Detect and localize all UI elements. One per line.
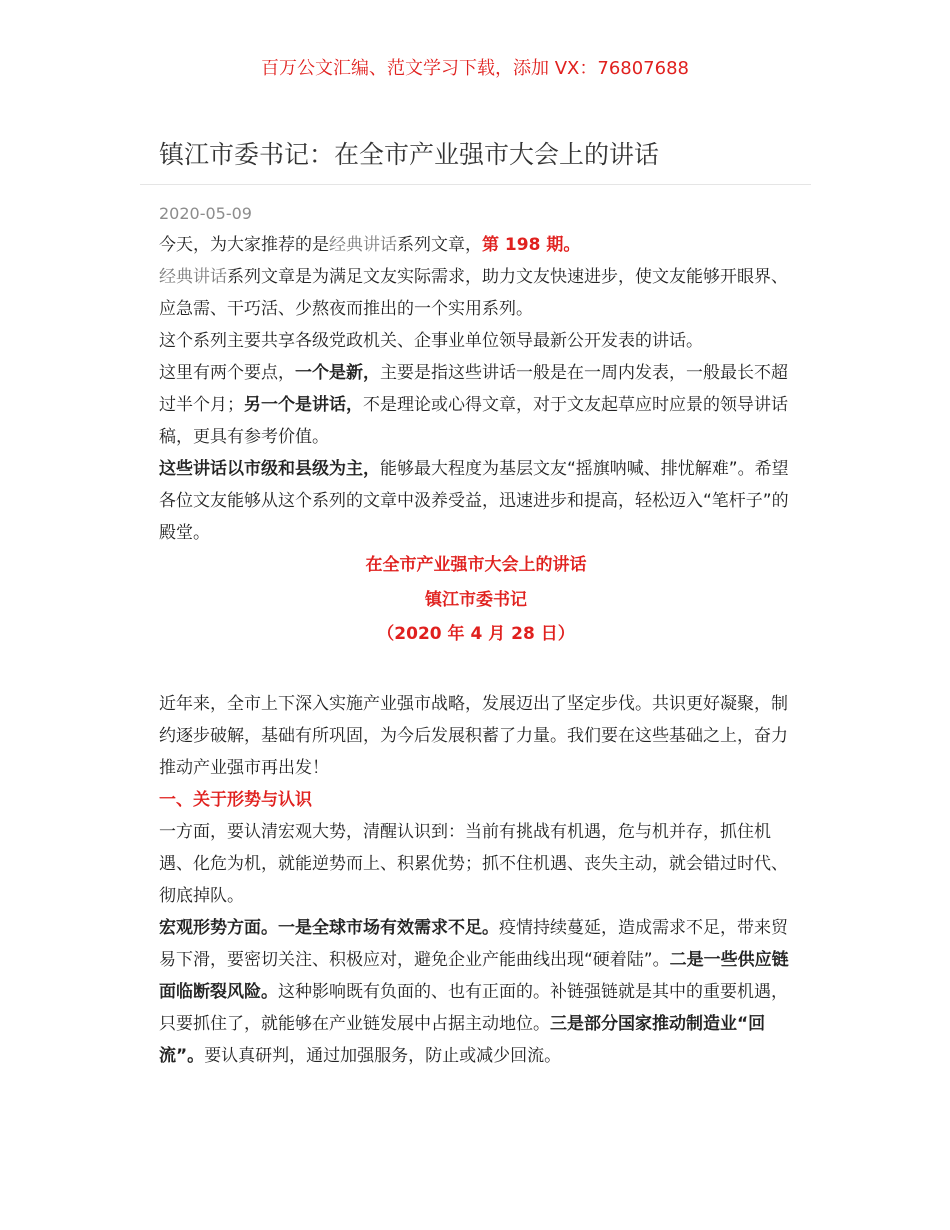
intro-bold: 一个是新， (295, 363, 380, 383)
speech-paragraph-2: 一方面，要认清宏观大势，清醒认识到：当前有挑战有机遇，危与机并存，抓住机遇、化危为机，就能逆势而上、积累优势；抓不住机遇、丧失主动，就会错过时代、彻底掉队。 (159, 822, 788, 906)
intro-bold: 另一个是讲话， (244, 395, 363, 415)
speech-body (159, 688, 793, 1072)
issue-number: 第 198 期。 (482, 235, 581, 255)
speech-text: 疫情持续蔓延，造成需求不足，带来贸易下滑，要密切关注、积极应对，避免企业产能曲线出现“硬着陆”。 (159, 918, 788, 970)
speech-bold: 三是部分国家推动制造业“回流”。 (159, 1014, 766, 1066)
series-name: 经典讲话 (329, 235, 397, 255)
speech-bold: 二是一些供应链面临断裂风险。 (159, 950, 789, 1002)
intro-text: 能够最大程度为基层文友“摇旗呐喊、排忧解难”。希望各位文友能够从这个系列的文章中汲养受益，迅速进步和提高，轻松迈入“笔杆子”的殿堂。 (159, 459, 789, 543)
intro-paragraph-3: 这个系列主要共享各级党政机关、企事业单位领导最新公开发表的讲话。 (159, 331, 703, 351)
intro-text: 系列文章， (397, 235, 482, 255)
intro-text: 不是理论或心得文章，对于文友起草应时应景的领导讲话稿，更具有参考价值。 (159, 395, 788, 447)
speech-text: 要认真研判，通过加强服务，防止或减少回流。 (204, 1046, 562, 1066)
title-divider (140, 184, 811, 185)
article-title: 镇江市委书记：在全市产业强市大会上的讲话 (159, 140, 660, 169)
series-name: 经典讲话 (159, 267, 227, 287)
intro-paragraph-4 (159, 357, 793, 453)
speech-paragraph-1: 近年来，全市上下深入实施产业强市战略，发展迈出了坚定步伐。共识更好凝聚，制约逐步破解，基础有所巩固，为今后发展积蓄了力量。我们要在这些基础之上，奋力推动产业强市再出发！ (159, 694, 788, 778)
speech-bold: 宏观形势方面。一是全球市场有效需求不足。 (159, 918, 499, 938)
intro-paragraph-2 (159, 261, 793, 325)
speech-paragraph-3 (159, 912, 793, 1072)
publish-date: 2020-05-09 (159, 204, 252, 223)
intro-paragraph-5 (159, 453, 793, 549)
intro-section (159, 229, 793, 549)
intro-text: 主要是指这些讲话一般是在一周内发表，一般最长不超过半个月； (159, 363, 788, 415)
intro-paragraph-1 (159, 229, 793, 261)
intro-bold: 这些讲话以市级和县级为主， (159, 459, 380, 479)
intro-text: 系列文章是为满足文友实际需求，助力文友快速进步，使文友能够开眼界、应急需、干巧活、少熬夜而推出的一个实用系列。 (159, 267, 788, 319)
intro-text: 今天，为大家推荐的是 (159, 235, 329, 255)
speech-author: 镇江市委书记 (425, 590, 527, 610)
speech-title: 在全市产业强市大会上的讲话 (365, 555, 587, 575)
promo-banner: 百万公文汇编、范文学习下载，添加 VX：76807688 (261, 58, 689, 79)
speech-date: （2020 年 4 月 28 日） (377, 624, 575, 644)
speech-text: 这种影响既有负面的、也有正面的。补链强链就是其中的重要机遇，只要抓住了，就能够在产业链发展中占据主动地位。 (159, 982, 788, 1034)
section-heading-1: 一、关于形势与认识 (159, 790, 312, 810)
intro-text: 这里有两个要点， (159, 363, 295, 383)
